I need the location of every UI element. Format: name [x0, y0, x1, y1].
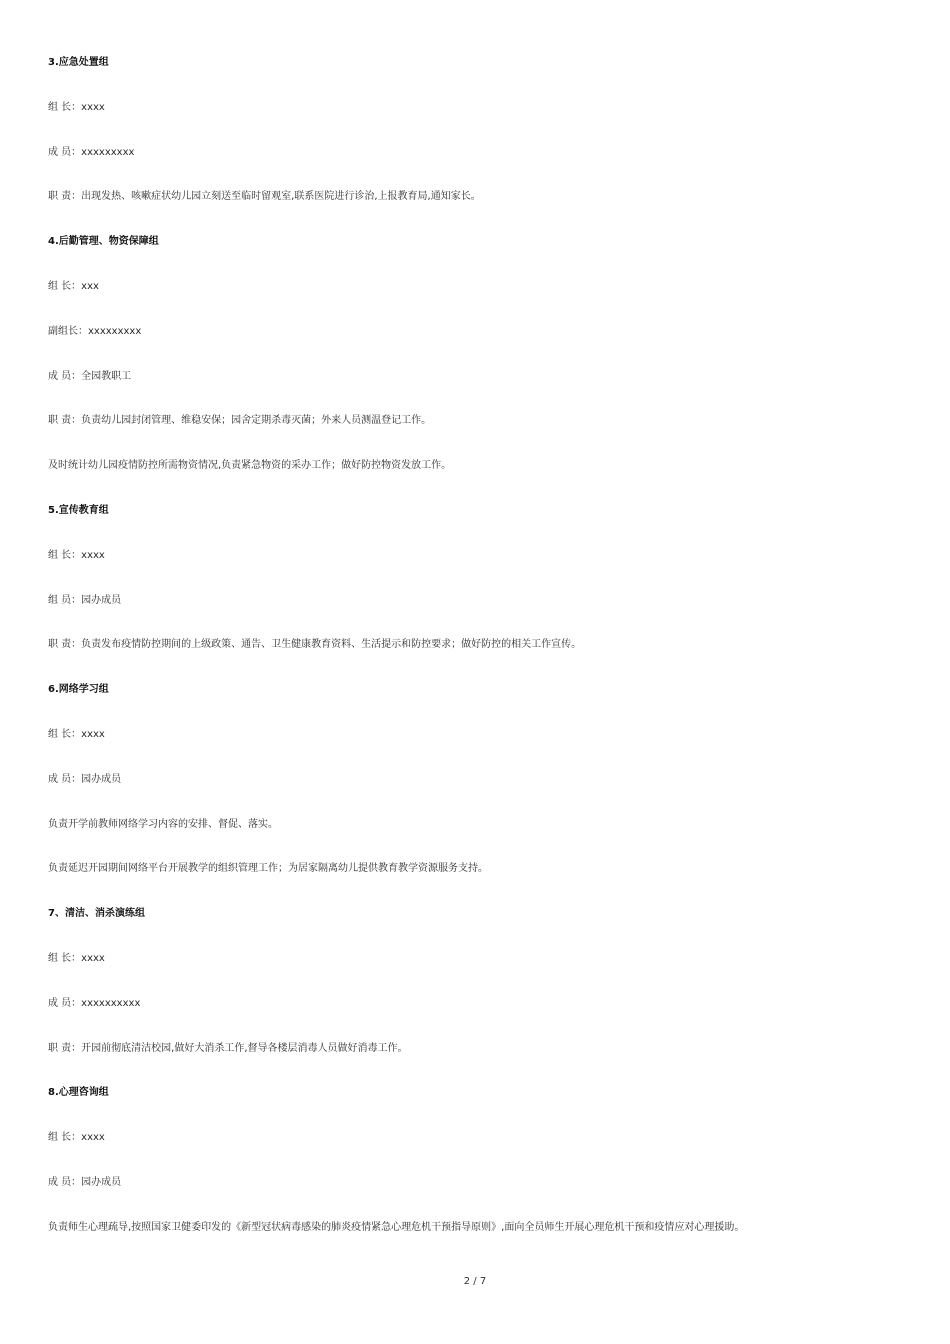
paragraph-line: 组 长：xxxx	[48, 102, 105, 113]
paragraph-line: 组 长：xxxx	[48, 550, 105, 561]
section-heading: 5.宣传教育组	[48, 505, 109, 516]
section-heading: 4.后勤管理、物资保障组	[48, 236, 159, 247]
paragraph-line: 职 责：负责发布疫情防控期间的上级政策、通告、卫生健康教育资料、生活提示和防控要求；做好防控的相关工作宣传。	[48, 639, 582, 650]
paragraph-line: 及时统计幼儿园疫情防控所需物资情况,负责紧急物资的采办工作；做好防控物资发放工作。	[48, 460, 452, 471]
paragraph-line: 成 员：xxxxxxxxx	[48, 147, 135, 158]
paragraph-line: 组 员：园办成员	[48, 595, 122, 606]
section-heading: 7、清洁、消杀演练组	[48, 908, 145, 919]
section-heading: 8.心理咨询组	[48, 1087, 109, 1098]
paragraph-line: 成 员：园办成员	[48, 1177, 122, 1188]
paragraph-line: 职 责：出现发热、咳嗽症状幼儿园立刻送至临时留观室,联系医院进行诊治,上报教育局,通知家长。	[48, 191, 481, 202]
paragraph-line: 组 长：xxxx	[48, 729, 105, 740]
paragraph-line: 成 员：xxxxxxxxxx	[48, 998, 141, 1009]
paragraph-line: 副组长：xxxxxxxxx	[48, 326, 142, 337]
paragraph-line: 职 责：负责幼儿园封闭管理、维稳安保；园舍定期杀毒灭菌；外来人员测温登记工作。	[48, 415, 432, 426]
paragraph-line: 组 长：xxxx	[48, 1132, 105, 1143]
paragraph-line: 职 责：开园前彻底清洁校园,做好大消杀工作,督导各楼层消毒人员做好消毒工作。	[48, 1043, 408, 1054]
paragraph-line: 组 长：xxxx	[48, 953, 105, 964]
section-heading: 6.网络学习组	[48, 684, 109, 695]
paragraph-line: 成 员：全园教职工	[48, 371, 132, 382]
paragraph-line: 组 长：xxx	[48, 281, 99, 292]
paragraph-line: 负责延迟开园期间网络平台开展教学的组织管理工作；为居家隔离幼儿提供教育教学资源服务支持。	[48, 863, 488, 874]
paragraph-line: 负责师生心理疏导,按照国家卫健委印发的《新型冠状病毒感染的肺炎疫情紧急心理危机干预指导原则》,面向全员师生开展心理危机干预和疫情应对心理援助。	[48, 1222, 745, 1233]
section-heading: 3.应急处置组	[48, 57, 109, 68]
page-number: 2 / 7	[463, 1276, 487, 1287]
paragraph-line: 成 员：园办成员	[48, 774, 122, 785]
paragraph-line: 负责开学前教师网络学习内容的安排、督促、落实。	[48, 819, 278, 830]
